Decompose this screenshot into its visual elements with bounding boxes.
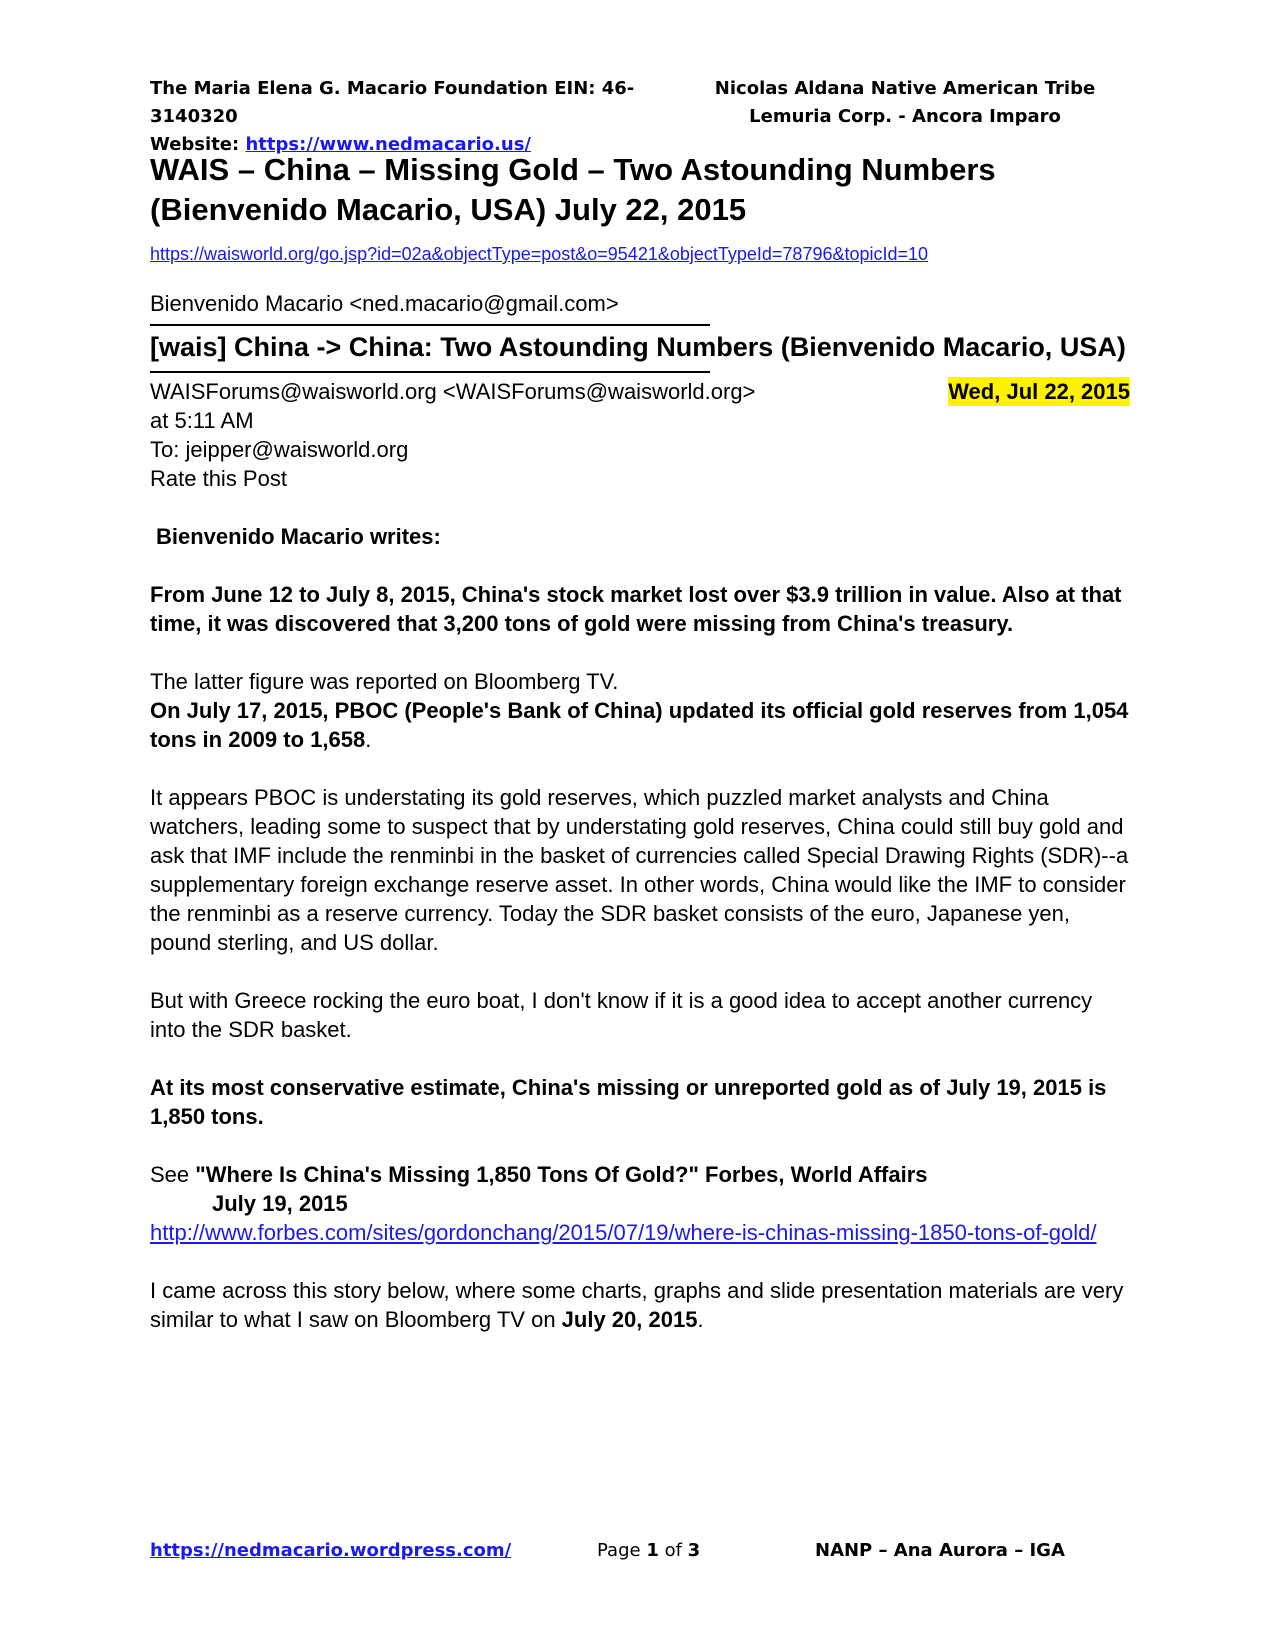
paragraph-2-end: .: [365, 727, 372, 752]
see-title: "Where Is China's Missing 1,850 Tons Of Gold?" Forbes, World Affairs: [195, 1162, 928, 1187]
tribe-line: Nicolas Aldana Native American Tribe: [714, 78, 1096, 99]
rate-post-link[interactable]: Rate this Post: [150, 466, 287, 491]
document-body: [150, 150, 1130, 1334]
letterhead-right: [700, 75, 1110, 131]
page-number: Page 1 of 3: [597, 1540, 701, 1561]
see-date: July 19, 2015: [212, 1191, 348, 1216]
sender-line: Bienvenido Macario <ned.macario@gmail.com>: [150, 291, 619, 316]
email-from: WAISForums@waisworld.org <WAISForums@waisworld.org>: [150, 379, 756, 404]
paragraph-6-bold: July 20, 2015: [561, 1307, 698, 1332]
paragraph-2-plain: The latter figure was reported on Bloomberg TV.: [150, 669, 619, 694]
email-to: To: jeipper@waisworld.org: [150, 437, 409, 462]
paragraph-6: [150, 1276, 1130, 1334]
paragraph-1: From June 12 to July 8, 2015, China's stock market lost over $3.9 trillion in value. Also at that time, it was discovered that 3,200 tons of gold were missing from China's treasury.: [150, 582, 1122, 636]
paragraph-6-end: .: [697, 1307, 704, 1332]
corp-line: Lemuria Corp. - Ancora Imparo: [749, 106, 1061, 127]
paragraph-4: But with Greece rocking the euro boat, I don't know if it is a good idea to accept another currency into the SDR basket.: [150, 988, 1093, 1042]
email-subject: [wais] China -> China: Two Astounding Numbers (Bienvenido Macario, USA): [150, 332, 1126, 362]
email-time: at 5:11 AM: [150, 408, 254, 433]
divider: [150, 371, 710, 373]
forbes-link[interactable]: http://www.forbes.com/sites/gordonchang/2015/07/19/where-is-chinas-missing-1850-tons-of-gold/: [150, 1220, 1097, 1245]
paragraph-3: It appears PBOC is understating its gold reserves, which puzzled market analysts and China watchers, leading some to suspect that by understating gold reserves, China could still buy gold and ask that IMF include the renminbi in the basket of currencies called Special Drawing Rights (SDR)--a supplementary foreign exchange reserve asset. In other words, China would like the IMF to consider the renminbi as a reserve currency. Today the SDR basket consists of the euro, Japanese yen, pound sterling, and US dollar.: [150, 785, 1129, 955]
paragraph-2: [150, 696, 1130, 754]
paragraph-5: At its most conservative estimate, China's missing or unreported gold as of July 19, 2015 is 1,850 tons.: [150, 1075, 1107, 1129]
footer-left: [150, 1540, 511, 1561]
paragraph-2-bold: On July 17, 2015, PBOC (People's Bank of China) updated its official gold reserves from 1,054 tons in 2009 to 1,658: [150, 698, 1129, 752]
letterhead-left: [150, 75, 710, 159]
website-label: Website:: [150, 134, 246, 155]
website-link[interactable]: https://www.nedmacario.us/: [245, 134, 531, 155]
foundation-line: The Maria Elena G. Macario Foundation EIN: 46-3140320: [150, 78, 635, 127]
divider: [150, 324, 710, 326]
document-title: WAIS – China – Missing Gold – Two Astounding Numbers (Bienvenido Macario, USA) July 22, 2015: [150, 152, 996, 227]
email-from-row: [150, 377, 1130, 406]
footer-link[interactable]: https://nedmacario.wordpress.com/: [150, 1540, 512, 1561]
email-date: Wed, Jul 22, 2015: [948, 379, 1130, 404]
paragraph-6-plain: I came across this story below, where some charts, graphs and slide presentation materials are very similar to what I saw on Bloomberg TV on: [150, 1278, 1124, 1332]
see-label: See: [150, 1162, 196, 1187]
footer-right: NANP – Ana Aurora – IGA: [815, 1540, 1065, 1561]
writes-heading: Bienvenido Macario writes:: [156, 524, 441, 549]
see-line: [150, 1160, 1130, 1189]
source-link[interactable]: https://waisworld.org/go.jsp?id=02a&objectType=post&o=95421&objectTypeId=78796&topicId=10: [150, 244, 929, 264]
